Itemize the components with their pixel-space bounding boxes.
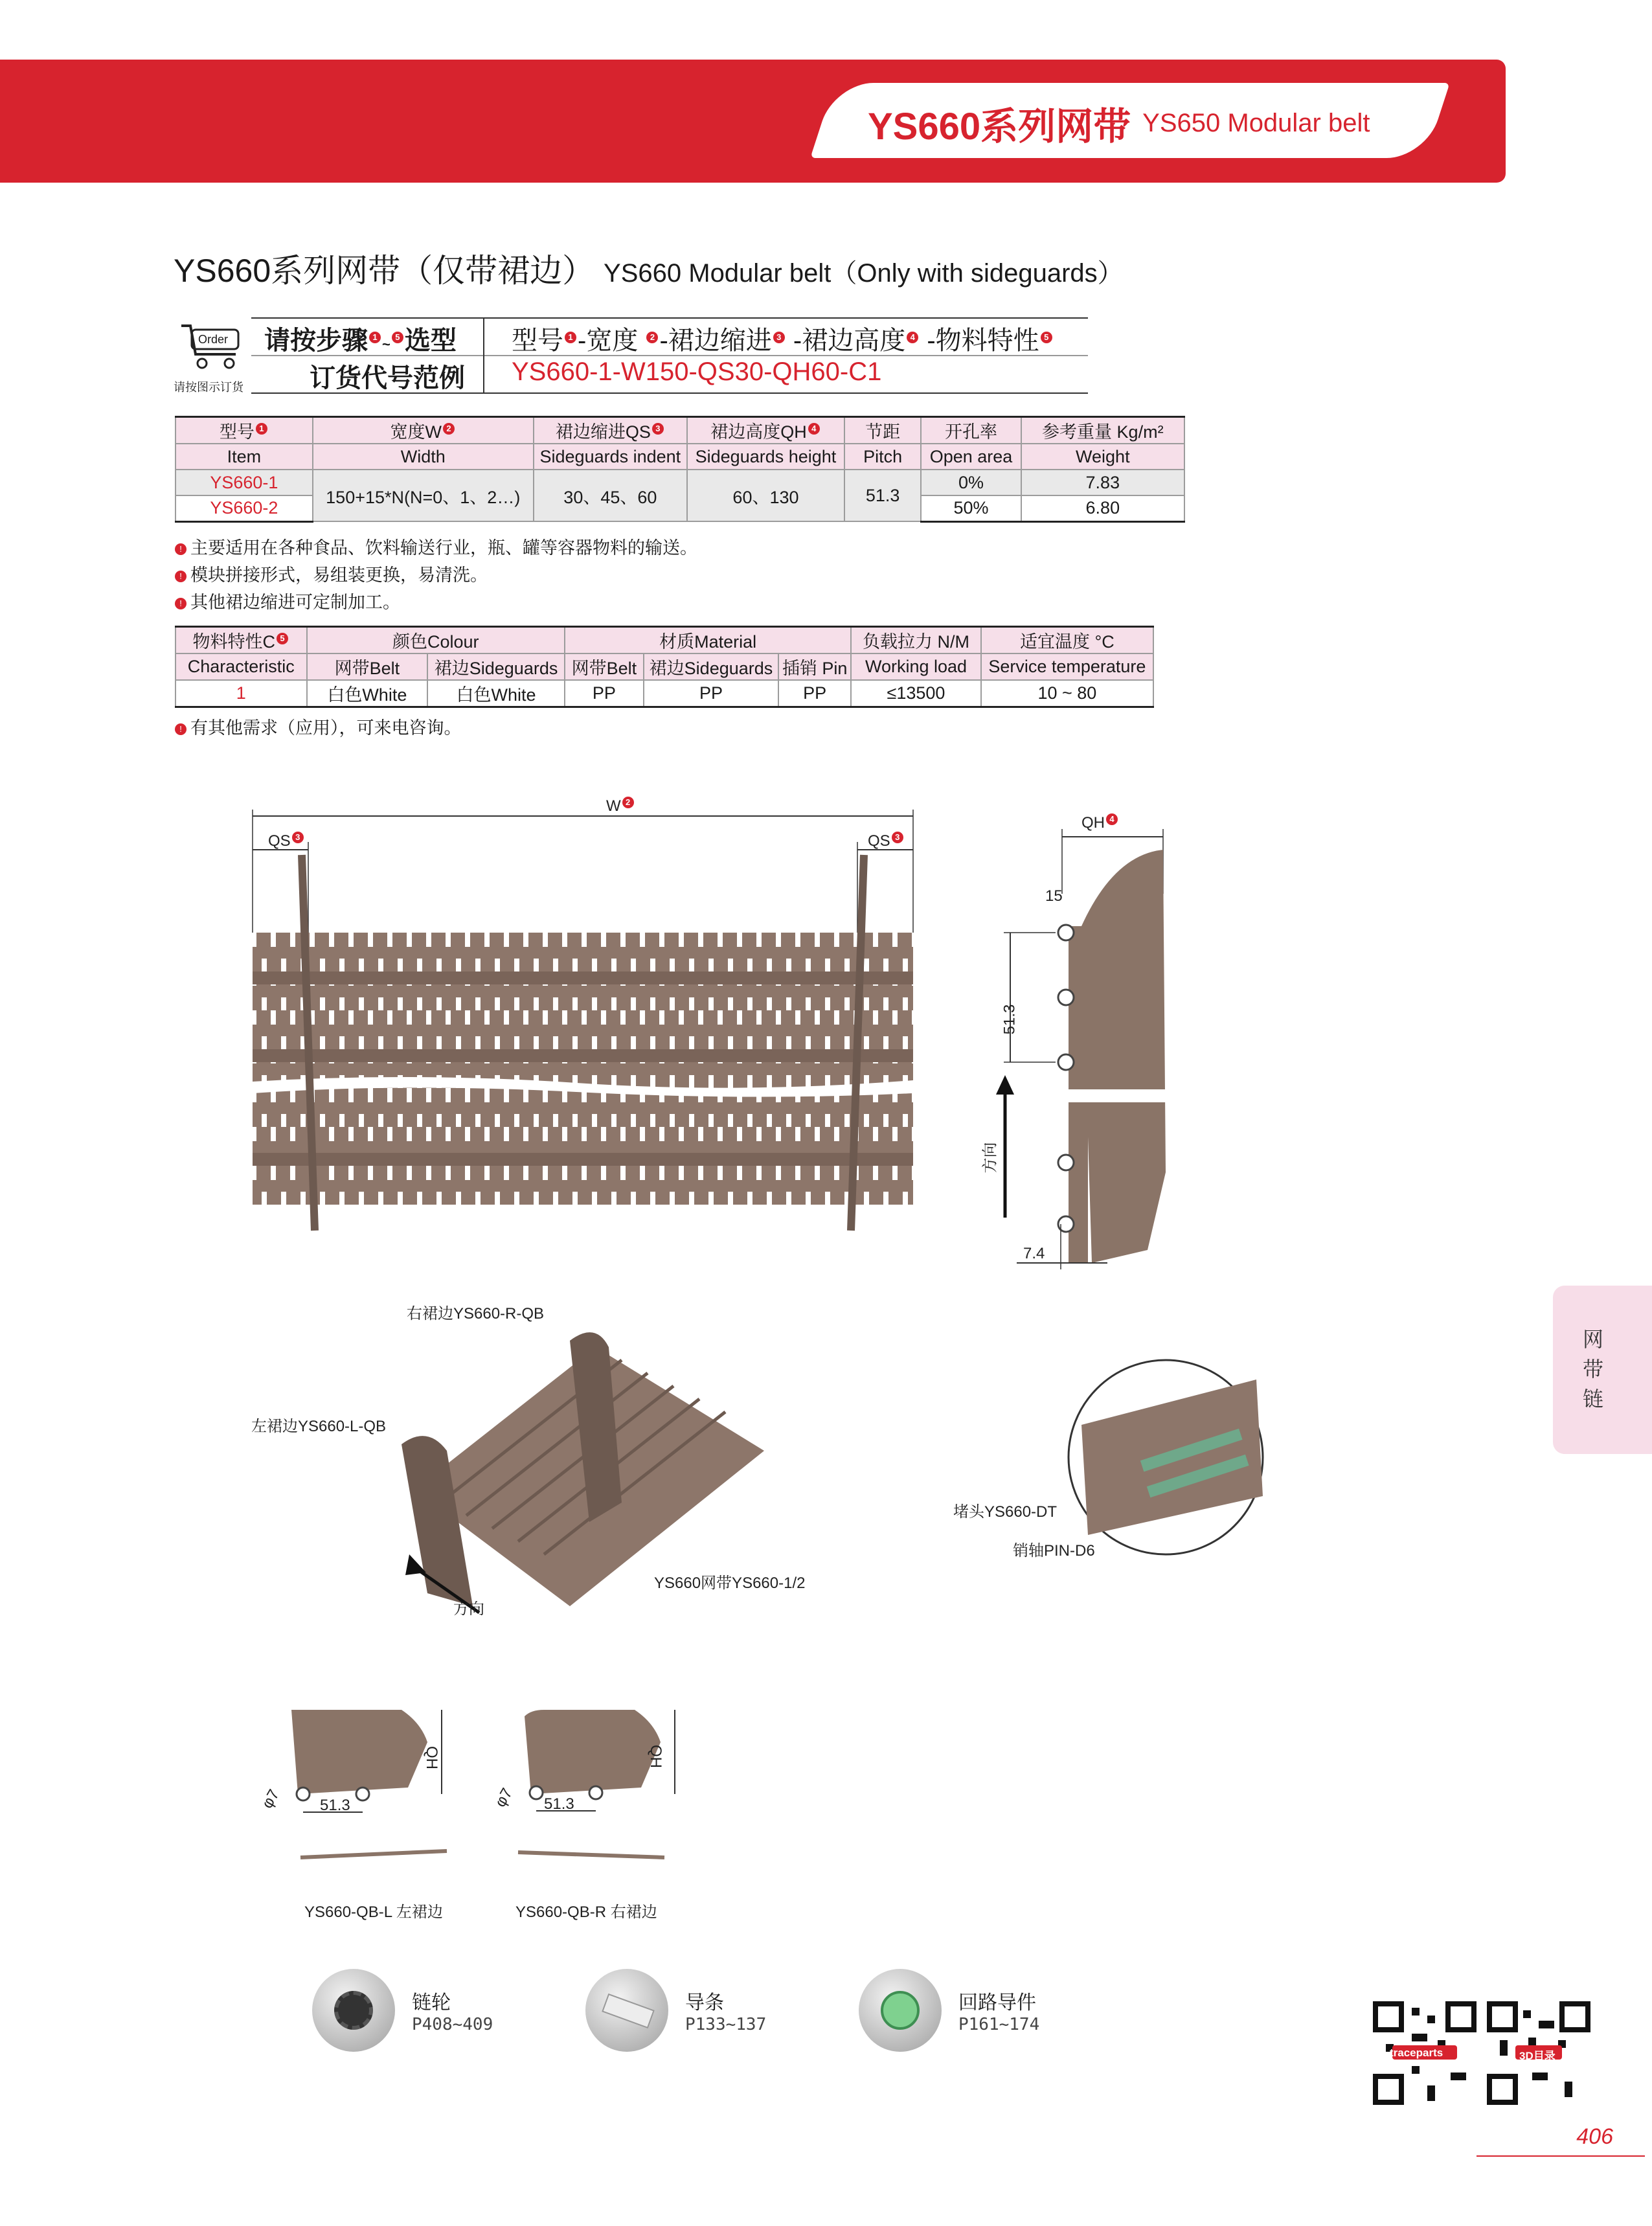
page-number-underline bbox=[1477, 2155, 1645, 2157]
dim-w-label: W 2 bbox=[606, 797, 635, 815]
return-guide-icon bbox=[859, 1969, 942, 2052]
right-guard-caption: YS660-QB-R 右裙边 bbox=[515, 1903, 657, 1921]
mat-sub-pin: 插销 Pin bbox=[778, 653, 851, 680]
dim-qs-left: QS 3 bbox=[268, 832, 305, 850]
mat-header-char-en: Characteristic bbox=[175, 653, 307, 680]
header-title-en: YS650 Modular belt bbox=[1142, 108, 1370, 137]
spec-table bbox=[175, 416, 1185, 523]
mat-guard-material: PP bbox=[644, 680, 778, 707]
label-left-guard: 左裙边YS660-L-QB bbox=[251, 1418, 387, 1435]
dim-74: 7.4 bbox=[1023, 1245, 1045, 1262]
step-range-sep: ~ bbox=[382, 336, 390, 352]
accessory-page: P161~174 bbox=[958, 2015, 1040, 2034]
section-title-zh: YS660系列网带（仅带裙边） bbox=[174, 253, 595, 289]
dim-qh-label: QH 4 bbox=[1081, 813, 1119, 832]
cart-label: Order bbox=[198, 333, 229, 346]
accessory-name: 导条 bbox=[685, 1992, 724, 2014]
cart-icon bbox=[179, 321, 243, 372]
spec-header-en-pitch: Pitch bbox=[844, 444, 921, 470]
table-row: 1 bbox=[175, 680, 307, 707]
mat-guard-colour: 白色White bbox=[427, 680, 565, 707]
spec-width-value: 150+15*N(N=0、1、2…) bbox=[313, 470, 534, 521]
mat-belt-material: PP bbox=[565, 680, 644, 707]
mat-load: ≤13500 bbox=[851, 680, 981, 707]
direction-label-side: 方向 bbox=[981, 1142, 999, 1174]
section-title bbox=[174, 245, 1124, 291]
pin-detail-drawing bbox=[1062, 1354, 1269, 1561]
direction-label-iso: 方向 bbox=[453, 1600, 484, 1618]
side-category-label: 网带链 bbox=[1582, 1328, 1603, 1411]
example-value: YS660-1-W150-QS30-QH60-C1 bbox=[512, 358, 882, 386]
mat-header-material: 材质Material bbox=[565, 627, 851, 654]
label-right-guard: 右裙边YS660-R-QB bbox=[407, 1305, 545, 1323]
dim-15: 15 bbox=[1045, 887, 1063, 905]
spec-header-en-indent: Sideguards indent bbox=[534, 444, 687, 470]
right-guard-qh: QH bbox=[647, 1745, 664, 1768]
spec-pitch-value: 51.3 bbox=[844, 470, 921, 521]
spec-header-pitch: 节距 bbox=[844, 417, 921, 444]
mat-sub-belt-mat: 网带Belt bbox=[565, 653, 644, 680]
mat-sub-belt-colour: 网带Belt bbox=[307, 653, 428, 680]
spec-header-item: 型号 1 bbox=[175, 417, 313, 444]
label-end-cap: 堵头YS660-DT bbox=[953, 1503, 1058, 1521]
spec-header-height: 裙边高度QH 4 bbox=[687, 417, 844, 444]
left-guard-qh: QH bbox=[423, 1746, 440, 1769]
spec-weight-1: 7.83 bbox=[1021, 470, 1184, 495]
qr-label-3d: 3D目录 bbox=[1519, 2050, 1556, 2062]
dim-qs-right: QS 3 bbox=[868, 832, 905, 850]
sprocket-icon bbox=[312, 1969, 395, 2052]
spec-weight-2: 6.80 bbox=[1021, 495, 1184, 521]
accessory-name: 链轮 bbox=[412, 1992, 451, 2014]
step-from-mark: 1 bbox=[369, 332, 381, 343]
order-caption: 请按图示订货 bbox=[174, 381, 243, 394]
spec-header-en-item: Item bbox=[175, 444, 313, 470]
note-1: ! 主要适用在各种食品、饮料输送行业，瓶、罐等容器物料的输送。 bbox=[175, 534, 697, 559]
belt-top-view-drawing bbox=[240, 777, 926, 1244]
accessory-page: P408~409 bbox=[412, 2015, 493, 2034]
step-to-mark: 5 bbox=[392, 332, 403, 343]
mat-belt-colour: 白色White bbox=[307, 680, 428, 707]
spec-open-1: 0% bbox=[921, 470, 1021, 495]
accessory-return-guide[interactable] bbox=[859, 1969, 1039, 2052]
table-row: YS660-1 bbox=[175, 470, 313, 495]
spec-header-width: 宽度W 2 bbox=[313, 417, 534, 444]
order-block bbox=[174, 317, 1088, 395]
mat-sub-guard-colour: 裙边Sideguards bbox=[427, 653, 565, 680]
header-title-zh: YS660系列网带 bbox=[868, 106, 1131, 148]
material-table bbox=[175, 626, 1154, 708]
left-guard-pitch: 51.3 bbox=[320, 1797, 350, 1814]
formula-indent: -裙边缩进 bbox=[659, 326, 772, 355]
spec-open-2: 50% bbox=[921, 495, 1021, 521]
example-label: 订货代号范例 bbox=[310, 364, 465, 392]
right-guard-drawing bbox=[492, 1697, 712, 1865]
spec-header-en-width: Width bbox=[313, 444, 534, 470]
mat-header-load-en: Working load bbox=[851, 653, 981, 680]
spec-header-indent: 裙边缩进QS 3 bbox=[534, 417, 687, 444]
mat-sub-guard-mat: 裙边Sideguards bbox=[644, 653, 778, 680]
mat-header-temp: 适宜温度 °C bbox=[981, 627, 1153, 654]
accessory-name: 回路导件 bbox=[958, 1992, 1036, 2014]
side-profile-drawing bbox=[978, 810, 1185, 1276]
mat-header-temp-en: Service temperature bbox=[981, 653, 1153, 680]
left-guard-drawing bbox=[259, 1697, 479, 1865]
table-row: YS660-2 bbox=[175, 495, 313, 521]
right-guard-phi: φ7 bbox=[492, 1785, 516, 1811]
spec-indent-value: 30、45、60 bbox=[534, 470, 687, 521]
formula-model: 型号 bbox=[512, 326, 563, 355]
formula-material: -物料特性 bbox=[927, 326, 1039, 355]
label-pin: 销轴PIN-D6 bbox=[1013, 1542, 1095, 1560]
right-guard-pitch: 51.3 bbox=[544, 1795, 574, 1813]
mat-header-load: 负载拉力 N/M bbox=[851, 627, 981, 654]
mat-pin-material: PP bbox=[778, 680, 851, 707]
spec-header-weight: 参考重量 Kg/m² bbox=[1021, 417, 1184, 444]
note-2: ! 模块拼接形式，易组装更换，易清洗。 bbox=[175, 561, 488, 586]
step-suffix: 选型 bbox=[404, 326, 457, 355]
order-formula: 型号 1 -宽度 2 -裙边缩进 3 -裙边高度 4 -物料特性 5 bbox=[512, 320, 1054, 357]
page-number: 406 bbox=[1576, 2124, 1613, 2149]
spec-height-value: 60、130 bbox=[687, 470, 844, 521]
accessory-page: P133~137 bbox=[685, 2015, 767, 2034]
note-3: ! 其他裙边缩进可定制加工。 bbox=[175, 588, 400, 613]
label-belt: YS660网带YS660-1/2 bbox=[654, 1574, 806, 1592]
formula-width: -宽度 bbox=[578, 326, 639, 355]
spec-header-en-height: Sideguards height bbox=[687, 444, 844, 470]
formula-height: -裙边高度 bbox=[793, 326, 906, 355]
section-title-en: YS660 Modular belt（Only with sideguards） bbox=[604, 259, 1124, 288]
left-guard-caption: YS660-QB-L 左裙边 bbox=[304, 1903, 443, 1921]
step-label: 请按步骤 bbox=[264, 326, 368, 355]
mat-temp: 10 ~ 80 bbox=[981, 680, 1153, 707]
spec-header-open: 开孔率 bbox=[921, 417, 1021, 444]
mat-header-colour: 颜色Colour bbox=[307, 627, 565, 654]
note-contact: ! 有其他需求（应用），可来电咨询。 bbox=[175, 714, 462, 739]
accessory-sprocket[interactable] bbox=[312, 1969, 493, 2052]
spec-header-en-open: Open area bbox=[921, 444, 1021, 470]
dim-pitch: 51.3 bbox=[1001, 1004, 1019, 1035]
mat-header-char: 物料特性C 5 bbox=[175, 627, 307, 654]
left-guard-phi: φ7 bbox=[258, 1786, 283, 1812]
header-title bbox=[868, 91, 1370, 155]
guide-strip-icon bbox=[585, 1969, 668, 2052]
accessory-guide-strip[interactable] bbox=[585, 1969, 766, 2052]
qr-label-traceparts: traceparts bbox=[1390, 2047, 1443, 2059]
spec-header-en-weight: Weight bbox=[1021, 444, 1184, 470]
